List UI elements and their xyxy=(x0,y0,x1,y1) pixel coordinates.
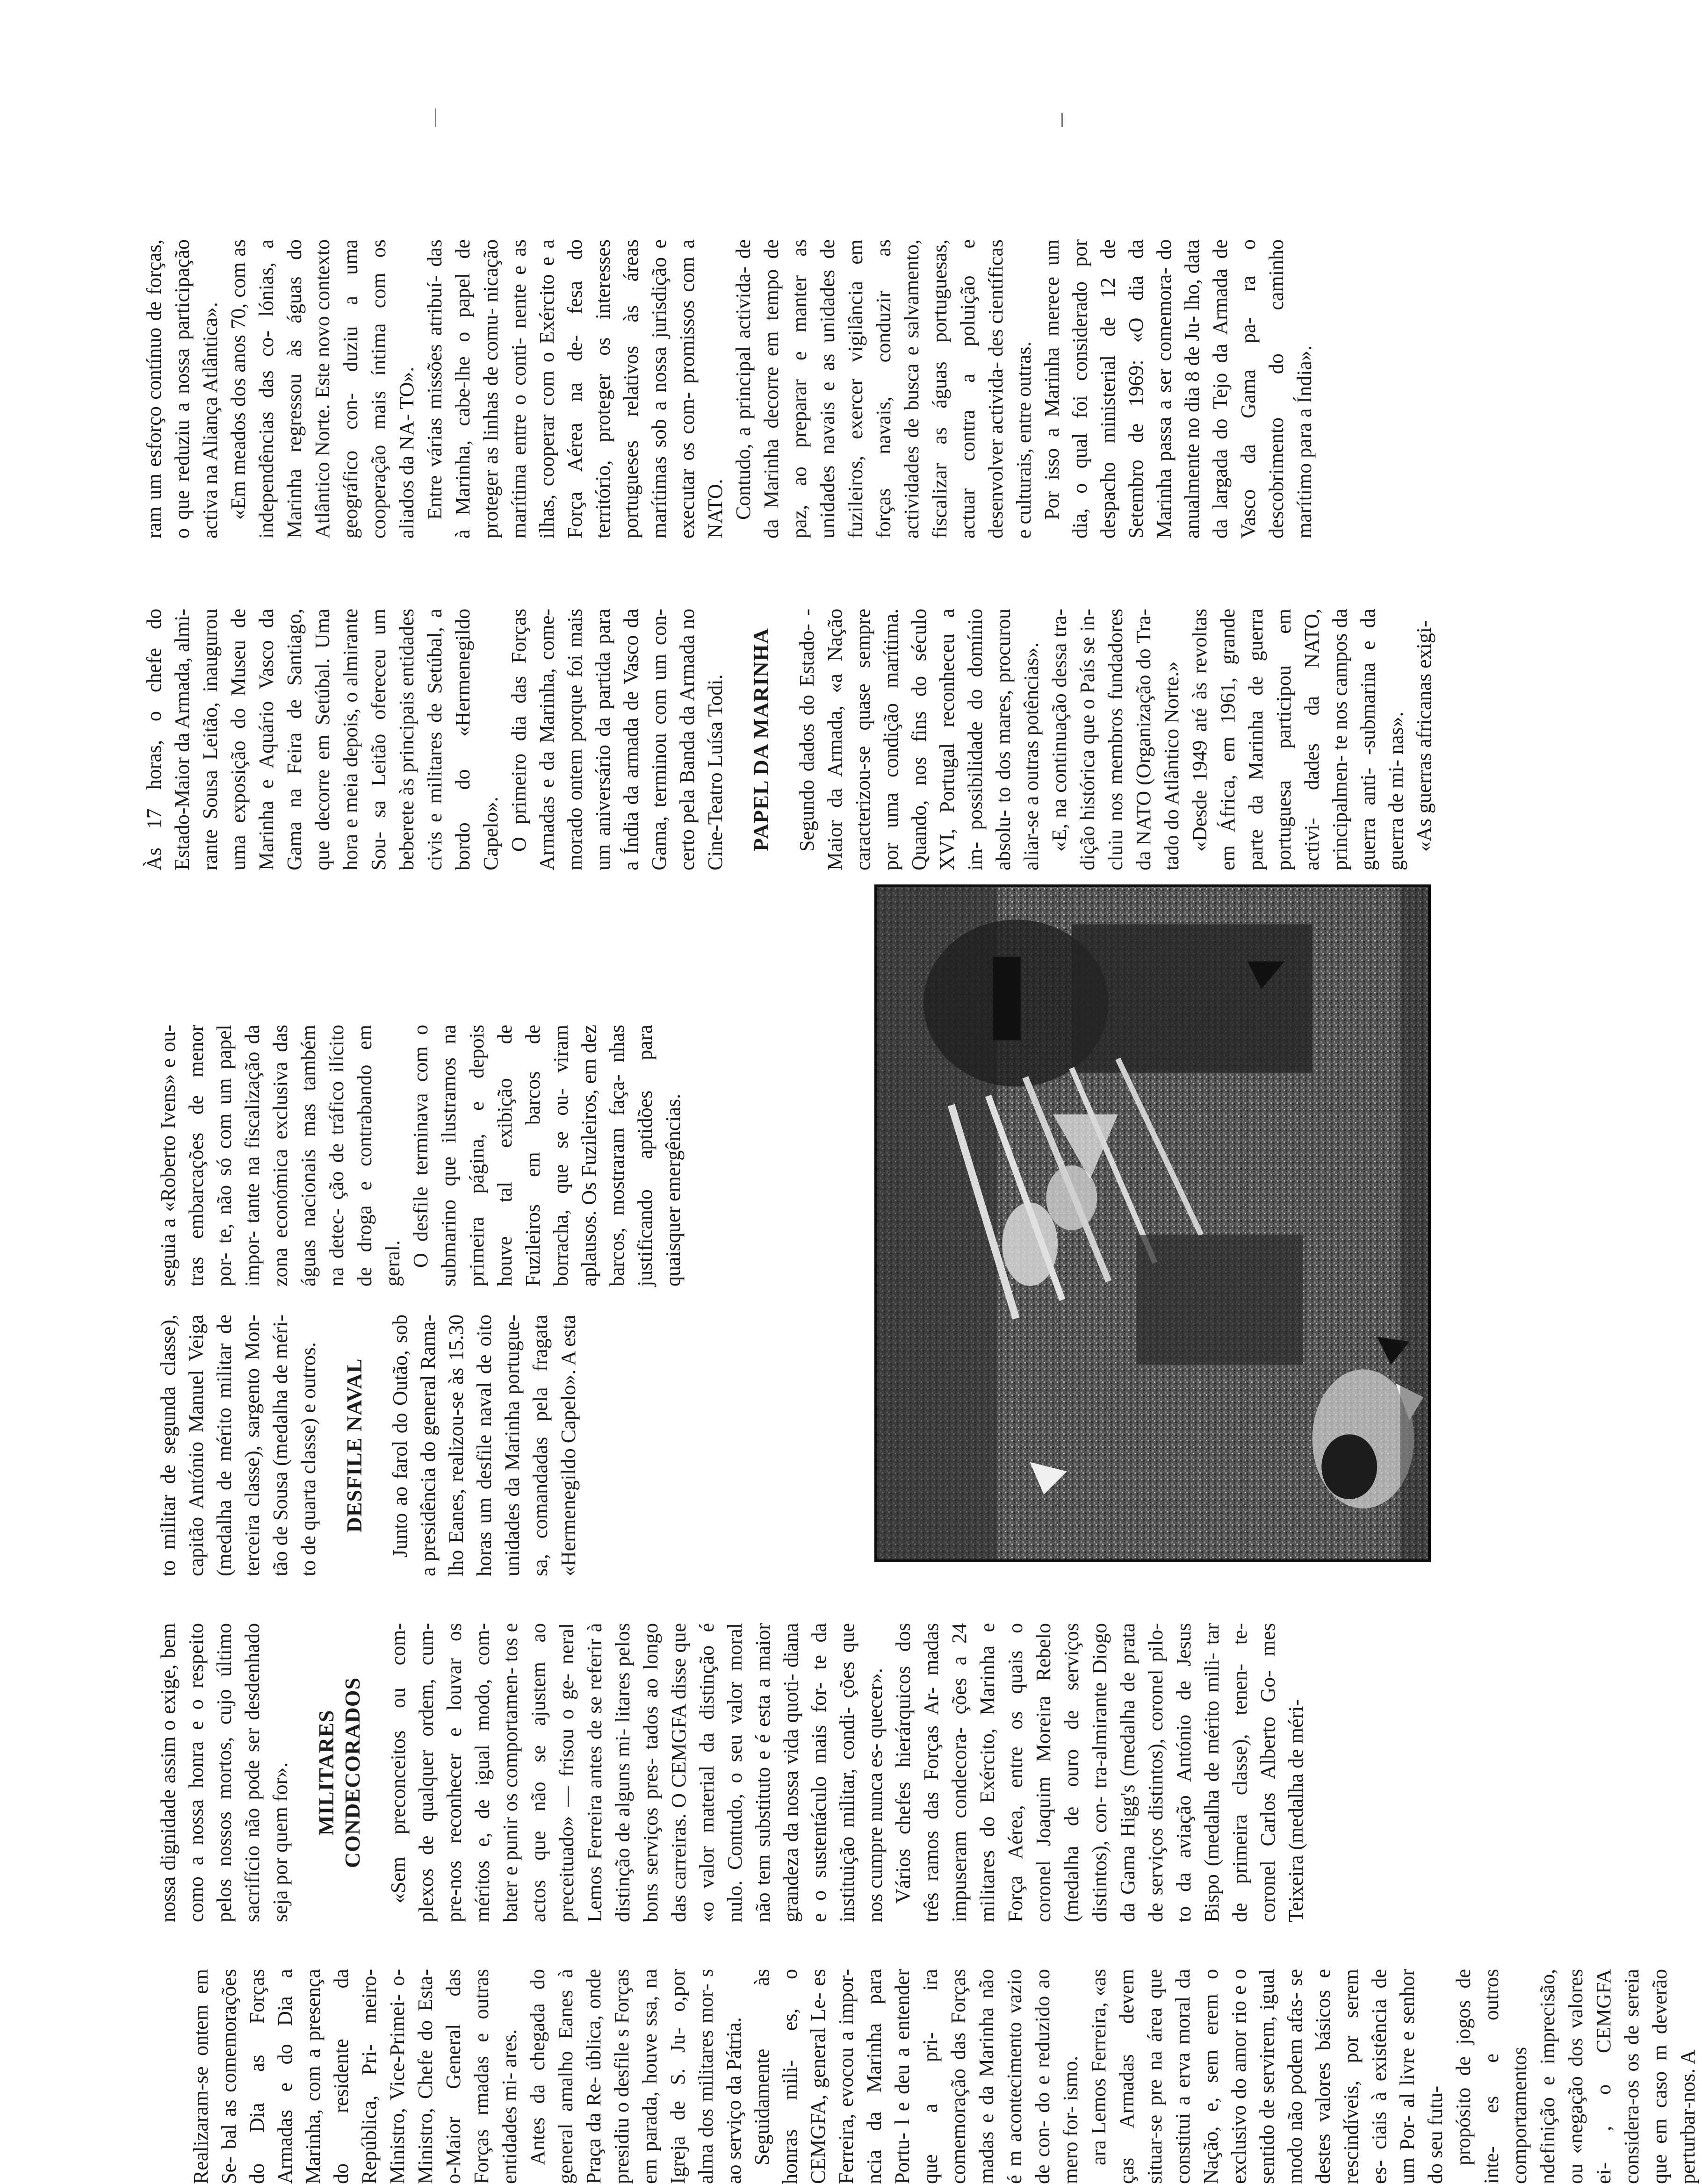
paragraph: Às 17 horas, o chefe do Estado-Maior da Armada, almi- rante Sousa Leitão, inaugurou uma exposição do Museu de Marinha e Aquário Vasco da Gama na Feira de Santiago, que decorre em Setúbal. Uma hora e meia depois, o almirante Sou- sa Leitão ofereceu um beberete às principais entidades civis e militares de Setúbal, a bordo do «Hermenegildo Capelo». xyxy=(143,609,502,870)
paragraph: Segundo dados do Estado- -Maior da Armada, «a Nação caracterizou-se quase sempre por uma condição marítima. Quando, nos fins do século XVI, Portugal reconheceu a im- possibilidade do domínio absolu- to dos mares, procurou aliar-se a outras potências». xyxy=(795,609,1043,870)
paragraph: «Em meados dos anos 70, com as independências das co- lónias, a Marinha regressou às águas do Atlântico Norte. Este novo contexto geográfico con- duziu a uma cooperação mais íntima com os aliados da NA- TO». xyxy=(227,239,418,539)
section-heading-militares-condecorados: MILITARES CONDECORADOS xyxy=(314,1677,364,1868)
paragraph: to militar de segunda classe), capitão António Manuel Veiga (medalha de mérito militar de terceira classe), sargento Mon- tão de Sousa (medalha de méri- to de quarta classe) e outros. xyxy=(157,1315,320,1576)
scan-mark xyxy=(435,108,436,127)
paragraph: O primeiro dia das Forças Armadas e da Marinha, come- morado ontem porque foi mais um aniversário da partida para a Índia da armada de Vasco da Gama, terminou com um con- certo pela Banda da Armada no Cine-Teatro Luísa Todi. xyxy=(507,609,727,870)
section-heading-papel-da-marinha: PAPEL DA MARINHA xyxy=(749,628,773,851)
paragraph: Contudo, a principal activida- de da Marinha decorre em tempo de paz, ao preparar e manter as unidades navais e as unidades de fuzileiros, exercer vigilância em forças navais, conduzir as actividades de busca e salvamento, fiscalizar as águas portuguesas, actuar contra a poluição e desenvolver activida- des científicas e culturais, entre outras. xyxy=(732,239,1035,539)
paragraph: Junto ao farol do Outão, sob a presidência do general Rama- lho Eanes, realizou-se às 15.30 horas um desfile naval de oito unidades da Marinha portugue- sa, comandadas pela fragata «Hermenegildo Capelo». A esta xyxy=(389,1315,580,1576)
photo-image xyxy=(877,887,1428,1559)
paragraph: O desfile terminava com o submarino que ilustramos na primeira página, e depois houve tal exibição de Fuzileiros em barcos de borracha, que se ou- viram aplausos. Os Fuzileiros, em dez barcos, mostraram faça- nhas justificando aptidões para quaisquer emergências. xyxy=(409,1025,685,1286)
column-3 xyxy=(154,1315,856,1576)
paragraph: Entre várias missões atribuí- das à Marinha, cabe-lhe o papel de proteger as linhas de comu- nicação marítima entre o conti- nente e as ilhas, cooperar com o Exército e a Força Aérea na de- fesa do território, proteger os interesses portugueses relativos às áreas marítimas sob a nossa jurisdição e executar os com- promissos com a NATO. xyxy=(423,239,727,539)
paragraph: Seguidamente às honras mili- es, o CEMGFA, general Le- es Ferreira, evocou a impor- ncia da Marinha para Portu- l e deu a entender que a pri- ira comemoração das Forças madas e da Marinha não é m acontecimento vazio de con- do e reduzido ao mero for- ismo. xyxy=(750,1969,1082,2184)
paragraph: Vários chefes hierárquicos dos três ramos das Forças Ar- madas impuseram condecora- ções a 24 militares do Exército, Marinha e Força Aérea, entre os quais o coronel Joaquim Moreira Rebelo (medalha de ouro de serviços distintos), con- tra-almirante Diogo da Gama Higg's (medalha de prata de serviços distintos), coronel pilo- to da aviação António de Jesus Bispo (medalha de mérito mili- tar de primeira classe), tenen- te-coronel Carlos Alberto Go- mes Teixeira (medalha de méri- xyxy=(892,1623,1307,1922)
section-heading-desfile-naval: DESFILE NAVAL xyxy=(342,1358,366,1533)
column-2 xyxy=(154,1623,1510,1922)
paragraph: Antes da chegada do general amalho Eanes à Praça da Re- ública, onde presidiu o desfile s Forças em parada, houve ssa, na Igreja de S. Ju- o,por alma dos militares mor- s ao serviço da Pátria. xyxy=(526,1969,745,2184)
paragraph: «As guerras africanas exigi- xyxy=(1413,620,1435,852)
column-1 xyxy=(187,1969,1699,2184)
paragraph: propósito de jogos de inte- es e outros comportamentos ndefinição e imprecisão, ou «negação dos valores ei- , o CEMGFA considera-os os de sereia que em caso m deverão perturbar-nos. A xyxy=(1452,1969,1699,2184)
column-4 xyxy=(154,1025,856,1286)
paragraph: «Desde 1949 até às revoltas em África, em 1961, grande parte da Marinha de guerra portuguesa participou em activi- dades da NATO, principalmen- te nos campos da guerra anti- -submarina e da guerra de mi- nas». xyxy=(1188,609,1407,870)
column-6 xyxy=(140,239,1487,539)
column-5 xyxy=(140,609,1487,870)
paragraph: ram um esforço contínuo de forças, o que reduziu a nossa participação activa na Aliança Atlântica». xyxy=(143,239,222,539)
parade-photo xyxy=(874,884,1431,1562)
scan-mark xyxy=(1061,113,1063,127)
paragraph: Realizaram-se ontem em Se- bal as comemorações do Dia as Forças Armadas e do Dia a Marinha, com a presença do residente da República, Pri- meiro-Ministro, Vice-Primei- o-Ministro, Chefe do Esta- o-Maior General das Forças rmadas e outras entidades mi- ares. xyxy=(189,1969,521,2184)
paragraph: Por isso a Marinha merece um dia, o qual foi considerado por despacho ministerial de 12 de Setembro de 1969: «O dia da Marinha passa a ser comemora- do anualmente no dia 8 de Ju- lho, data da largada do Tejo da Armada de Vasco da Gama pa- ra o descobrimento do caminho marítimo para a Índia». xyxy=(1040,239,1316,539)
paragraph: nossa dignidade assim o exige, bem como a nossa honra e o respeito pelos nossos mortos, cujo último sacrifício não pode ser desdenhado seja por quem for». xyxy=(157,1623,292,1922)
paragraph: «E, na continuação dessa tra- dição histórica que o País se in- cluiu nos membros fundadores da NATO (Organização do Tra- tado do Atlântico Norte.» xyxy=(1048,609,1183,870)
paragraph: seguia a «Roberto Ivens» e ou- tras embarcações de menor por- te, não só com um papel impor- tante na fiscalização da zona económica exclusiva das águas nacionais mas também na detec- ção de tráfico ilícito de droga e contrabando em geral. xyxy=(157,1025,404,1286)
paragraph: ara Lemos Ferreira, «as ças Armadas devem situar-se pre na área que constitui a erva moral da Nação, e, sem erem o exclusivo do amor rio e o sentido de servirem, igual modo não podem afas- se destes valores básicos e rescindíveis, por serem es- ciais à existência de um Por- al livre e senhor do seu futu- xyxy=(1087,1969,1447,2184)
paragraph: «Sem preconceitos ou com- plexos de qualquer ordem, cum- pre-nos reconhecer e louvar os méritos e, de igual modo, com- bater e punir os comportamen- tos e actos que não se ajustem ao preceituado» — frisou o ge- neral Lemos Ferreira antes de se referir à distinção de alguns mi- litares pelos bons serviços pres- tados ao longo das carreiras. O CEMGFA disse que «o valor material da distinção é nulo. Contudo, o seu valor moral não tem substituto e é esta a maior grandeza da nossa vida quoti- diana e o sustentáculo mais for- te da instituição militar, condi- ções que nos cumpre nunca es- quecer». xyxy=(387,1623,887,1922)
